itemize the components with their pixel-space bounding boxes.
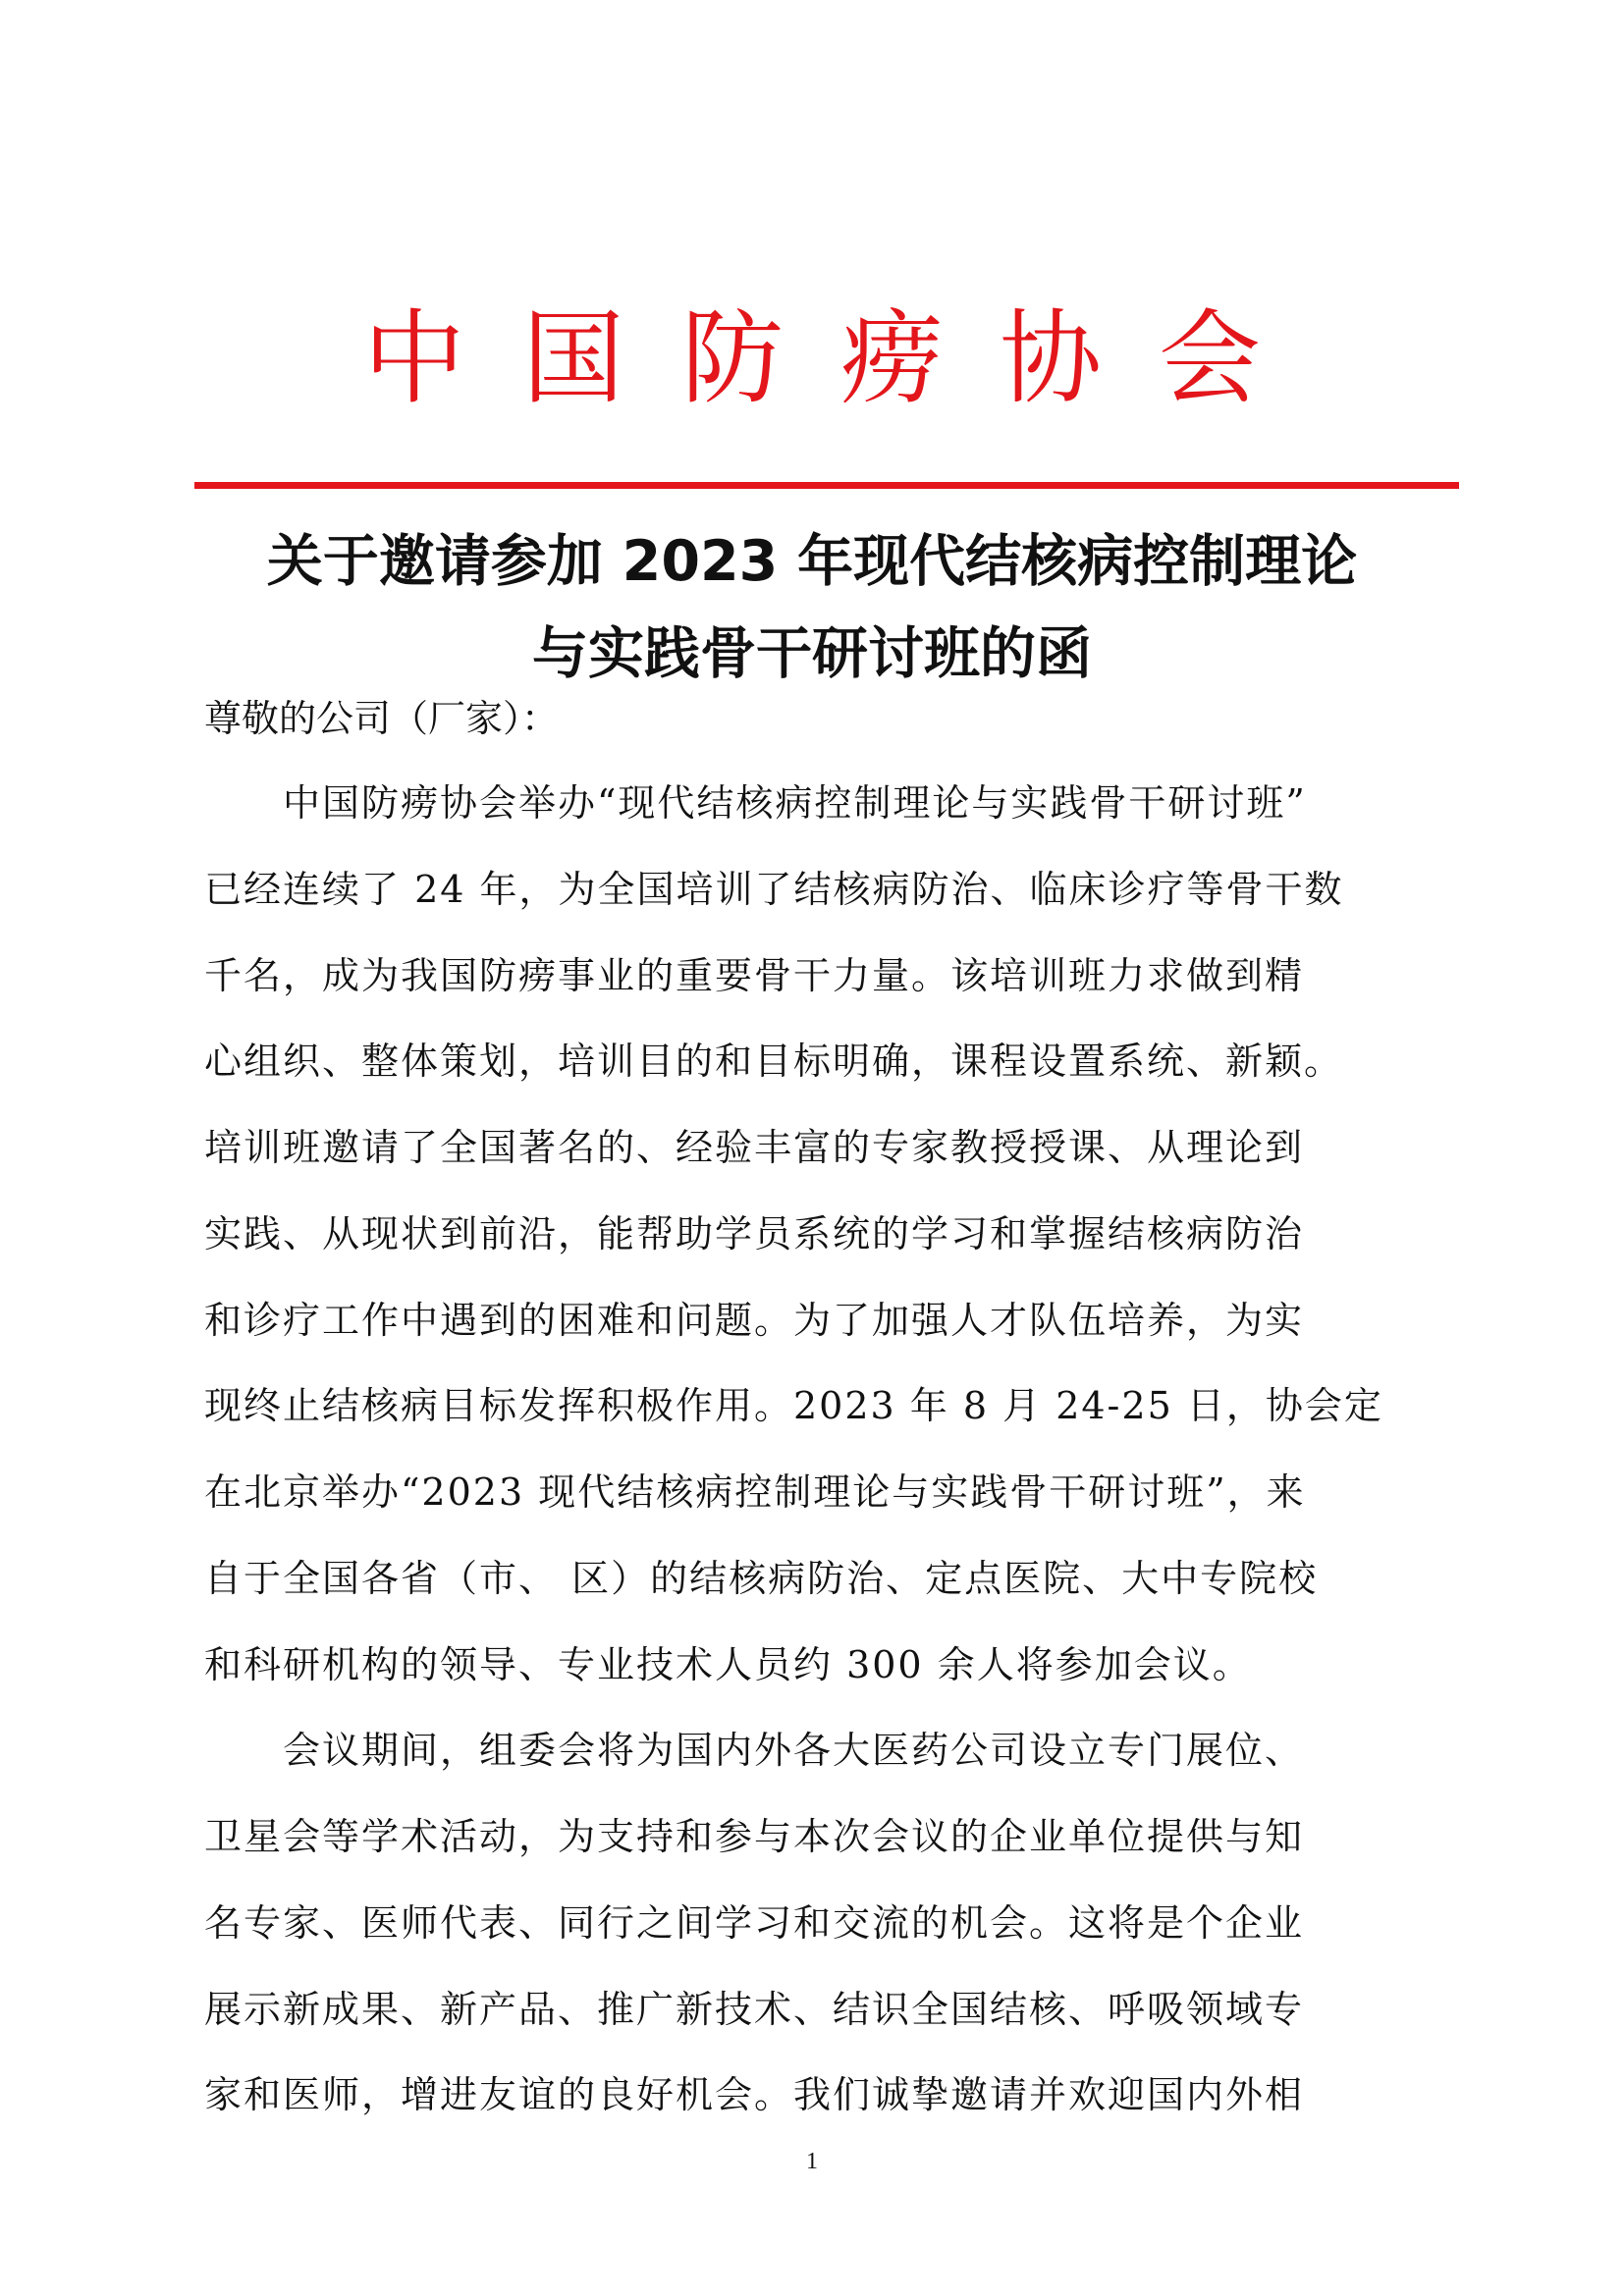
body-line: 心组织、整体策划，培训目的和目标明确，课程设置系统、新颖。	[204, 1040, 1344, 1083]
body-line: 现终止结核病目标发挥积极作用。2023 年 8 月 24-25 日，协会定	[204, 1384, 1383, 1427]
salutation: 尊敬的公司（厂家）：	[204, 697, 560, 740]
body-line: 名专家、医师代表、同行之间学习和交流的机会。这将是个企业	[204, 1901, 1305, 1945]
document-title-line-2: 与实践骨干研讨班的函	[532, 621, 1092, 686]
body-line: 已经连续了 24 年，为全国培训了结核病防治、临床诊疗等骨干数	[204, 868, 1344, 911]
body-line: 自于全国各省（市、 区）的结核病防治、定点医院、大中专院校	[204, 1557, 1319, 1600]
body-line: 在北京举办“2023 现代结核病控制理论与实践骨干研讨班”，来	[204, 1470, 1306, 1514]
page-number: 1	[806, 2149, 818, 2174]
body-line: 家和医师，增进友谊的良好机会。我们诚挚邀请并欢迎国内外相	[204, 2073, 1305, 2116]
body-line: 中国防痨协会举办“现代结核病控制理论与实践骨干研讨班”	[204, 781, 1307, 825]
body-line: 实践、从现状到前沿，能帮助学员系统的学习和掌握结核病防治	[204, 1212, 1305, 1255]
organization-header: 中国防痨协会	[362, 298, 1318, 418]
body-line: 和科研机构的领导、专业技术人员约 300 余人将参加会议。	[204, 1643, 1252, 1686]
body-line: 和诊疗工作中遇到的困难和问题。为了加强人才队伍培养，为实	[204, 1299, 1305, 1342]
body-line: 培训班邀请了全国著名的、经验丰富的专家教授授课、从理论到	[204, 1126, 1305, 1169]
body-line: 千名，成为我国防痨事业的重要骨干力量。该培训班力求做到精	[204, 954, 1305, 997]
body-line: 会议期间，组委会将为国内外各大医药公司设立专门展位、	[204, 1729, 1305, 1772]
document-title	[0, 515, 1624, 700]
document-title-line-1: 关于邀请参加 2023 年现代结核病控制理论	[266, 529, 1358, 594]
red-divider-line	[194, 482, 1459, 489]
body-line: 卫星会等学术活动，为支持和参与本次会议的企业单位提供与知	[204, 1815, 1305, 1858]
body-line: 展示新成果、新产品、推广新技术、结识全国结核、呼吸领域专	[204, 1988, 1305, 2031]
